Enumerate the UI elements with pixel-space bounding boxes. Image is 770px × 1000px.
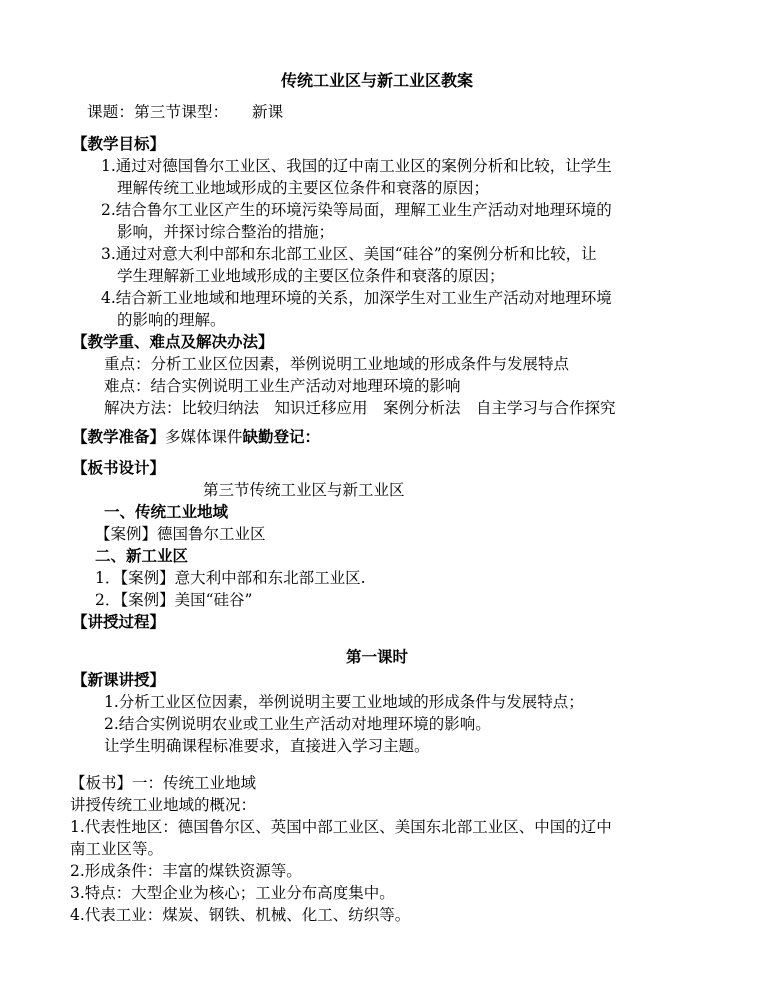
board-case2: 1．【案例】意大利中部和东北部工业区. bbox=[95, 569, 366, 587]
board1-item: 2.形成条件：丰富的煤铁资源等。 bbox=[70, 862, 302, 880]
lesson-info: 课题：第三节课型： 新课 bbox=[87, 103, 284, 121]
lesson1-line: 让学生明确课程标准要求，直接进入学习主题。 bbox=[104, 737, 430, 755]
lesson1-line: 1.分析工业区位因素，举例说明主要工业地域的形成条件与发展特点； bbox=[104, 693, 584, 711]
board-part2: 二、新工业区 bbox=[95, 546, 189, 565]
preparation-heading: 【教学准备】 bbox=[72, 427, 166, 446]
objective-line: 理解传统工业地域形成的主要区位条件和衰落的原因； bbox=[117, 179, 490, 197]
page-title: 传统工业区与新工业区教案 bbox=[281, 71, 474, 90]
lesson1-heading: 【新课讲授】 bbox=[72, 670, 166, 689]
preparation-bold: 缺勤登记： bbox=[242, 427, 321, 446]
preparation-text: 多媒体课件 bbox=[165, 428, 243, 446]
lesson1-line: 2.结合实例说明农业或工业生产活动对地理环境的影响。 bbox=[104, 715, 491, 733]
objective-line: 影响，并探讨综合整治的措施； bbox=[117, 223, 335, 241]
key-points-heading: 【教学重、难点及解决办法】 bbox=[72, 332, 274, 351]
board-case3: 2．【案例】美国“硅谷” bbox=[95, 591, 253, 609]
preparation-line bbox=[72, 426, 320, 448]
key-point-difficulty: 难点：结合实例说明工业生产活动对地理环境的影响 bbox=[104, 377, 461, 395]
board1-heading: 【板书】一：传统工业地域 bbox=[70, 774, 257, 792]
objective-line: 1.通过对德国鲁尔工业区、我国的辽中南工业区的案例分析和比较，让学生 bbox=[101, 157, 612, 175]
objective-line: 学生理解新工业地域形成的主要区位条件和衰落的原因； bbox=[117, 267, 505, 285]
objective-line: 4.结合新工业地域和地理环境的关系，加深学生对工业生产活动对地理环境 bbox=[101, 289, 612, 307]
board1-item: 3.特点：大型企业为核心；工业分布高度集中。 bbox=[70, 884, 395, 902]
board1-intro: 讲授传统工业地域的概况： bbox=[70, 796, 257, 814]
lesson1-title: 第一课时 bbox=[346, 647, 409, 666]
objectives-heading: 【教学目标】 bbox=[72, 134, 166, 153]
board-design-title: 第三节传统工业区与新工业区 bbox=[203, 481, 405, 499]
board1-item: 4.代表工业：煤炭、钢铁、机械、化工、纺织等。 bbox=[70, 906, 411, 924]
board-part1: 一、传统工业地域 bbox=[104, 502, 229, 521]
board-design-heading: 【板书设计】 bbox=[72, 458, 166, 477]
board1-item: 1.代表性地区：德国鲁尔区、英国中部工业区、美国东北部工业区、中国的辽中 bbox=[70, 818, 612, 836]
objective-line: 的影响的理解。 bbox=[117, 311, 226, 329]
objective-line: 3.通过对意大利中部和东北部工业区、美国“硅谷”的案例分析和比较，让 bbox=[101, 245, 597, 263]
key-point-methods: 解决方法：比较归纳法 知识迁移应用 案例分析法 自主学习与合作探究 bbox=[104, 399, 616, 417]
process-heading: 【讲授过程】 bbox=[72, 612, 166, 631]
objective-line: 2.结合鲁尔工业区产生的环境污染等局面，理解工业生产活动对地理环境的 bbox=[101, 201, 612, 219]
board-case1: 【案例】德国鲁尔工业区 bbox=[95, 525, 266, 543]
board1-item: 南工业区等。 bbox=[70, 840, 164, 858]
key-point-focus: 重点：分析工业区位因素，举例说明工业地域的形成条件与发展特点 bbox=[104, 355, 570, 373]
